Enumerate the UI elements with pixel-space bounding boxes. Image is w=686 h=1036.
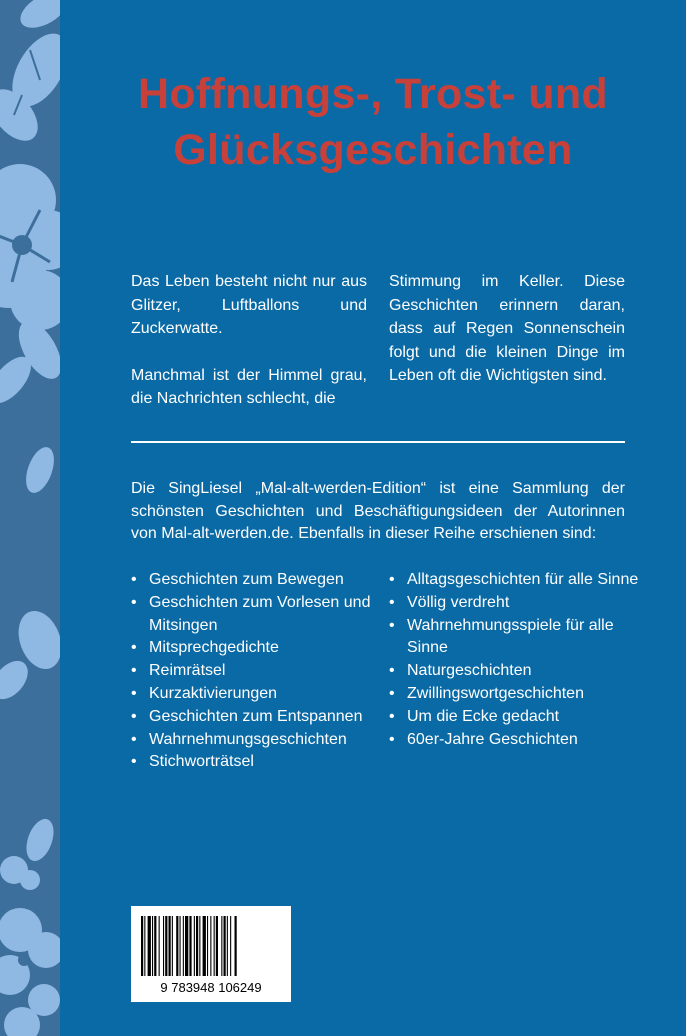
series-list-right xyxy=(389,569,639,751)
list-item: • Naturgeschichten xyxy=(389,660,639,683)
intro-line: schönsten Geschichten und Beschäftigungsideen der Autorinnen xyxy=(131,502,625,520)
flower-pattern-icon xyxy=(0,0,60,1036)
intro-line: Die SingLiesel „Mal-alt-werden-Edition“ ist eine Sammlung der xyxy=(131,480,625,497)
list-item: • Geschichten zum Bewegen xyxy=(131,569,381,592)
barcode xyxy=(131,906,291,1002)
list-item: • Geschichten zum Vorlesen und Mitsingen xyxy=(131,592,381,638)
blurb-column-left xyxy=(131,270,367,411)
list-item: • Um die Ecke gedacht xyxy=(389,706,639,729)
divider xyxy=(131,441,625,443)
floral-side-strip xyxy=(0,0,60,1036)
list-item: • Stichworträtsel xyxy=(131,751,381,774)
list-item: • 60er-Jahre Geschichten xyxy=(389,729,639,752)
blurb-paragraph: Stimmung im Keller. Diese Geschichten erinnern daran, dass auf Regen Sonnenschein folgt und die kleinen Dinge im Leben oft die Wichtigsten sind. xyxy=(389,273,625,384)
list-item: • Völlig verdreht xyxy=(389,592,639,615)
series-intro xyxy=(131,478,625,546)
list-item: • Wahrnehmungsspiele für alle Sinne xyxy=(389,615,639,661)
isbn-number: 9 783948 106249 xyxy=(160,980,262,995)
blurb-paragraph: Manchmal ist der Himmel grau, die Nachrichten schlecht, die xyxy=(131,366,367,407)
list-item: • Zwillingswortgeschichten xyxy=(389,683,639,706)
list-item: • Geschichten zum Entspannen xyxy=(131,706,381,729)
list-item: • Wahrnehmungsgeschichten xyxy=(131,729,381,752)
book-title xyxy=(60,66,686,178)
list-item: • Kurzaktivierungen xyxy=(131,683,381,706)
list-item: • Alltagsgeschichten für alle Sinne xyxy=(389,569,639,592)
blurb-paragraph: Das Leben besteht nicht nur aus Glitzer, Luftballons und Zuckerwatte. xyxy=(131,273,367,337)
title-line-1: Hoffnungs-, Trost- und xyxy=(138,70,608,118)
series-list-left xyxy=(131,569,381,774)
blurb-column-right xyxy=(389,270,625,388)
list-item: • Reimrätsel xyxy=(131,660,381,683)
list-item: • Mitsprechgedichte xyxy=(131,637,381,660)
title-line-2: Glücksgeschichten xyxy=(173,126,573,174)
intro-line: von Mal-alt-werden.de. Ebenfalls in dieser Reihe erschienen sind: xyxy=(131,525,597,542)
